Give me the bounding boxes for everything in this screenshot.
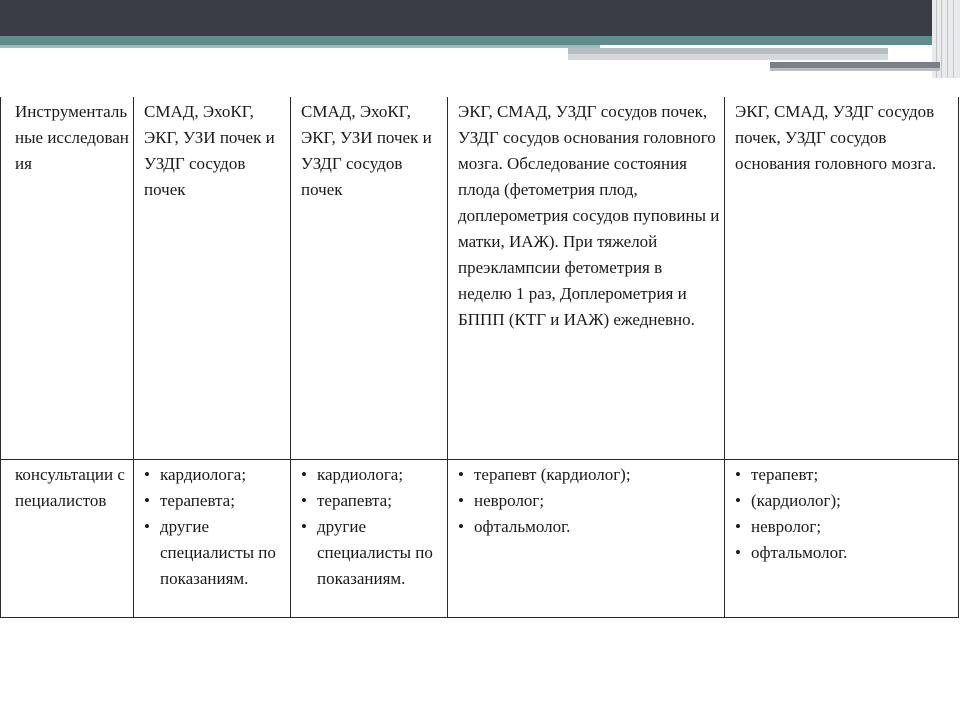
table-cell [725, 459, 959, 617]
table-cell [134, 459, 291, 617]
list-item: • кардиолога; [301, 462, 443, 488]
exam-table [0, 97, 959, 618]
header-deco-bar-2 [568, 54, 888, 60]
header-vline-4 [953, 0, 954, 78]
list-item: • терапевта; [144, 488, 286, 514]
table-cell [448, 459, 725, 617]
header-teal-light-band [0, 45, 600, 48]
table-cell: ЭКГ, СМАД, УЗДГ сосудов почек, УЗДГ сосудов основания головного мозга. [725, 97, 959, 459]
table-cell: СМАД, ЭхоКГ, ЭКГ, УЗИ почек и УЗДГ сосудов почек [291, 97, 448, 459]
list-item: • терапевт; [735, 462, 954, 488]
header-deco-bar-4 [770, 68, 940, 71]
list-item: • терапевта; [301, 488, 443, 514]
table-row-consultations [1, 459, 959, 617]
list-item: • офтальмолог. [458, 514, 720, 540]
table-row-instrumental [1, 97, 959, 459]
header-vline-2 [941, 0, 942, 78]
list-item: • другие специалисты по показаниям. [301, 514, 443, 592]
bullet-list [458, 462, 720, 540]
bullet-list [735, 462, 954, 566]
row-header-instrumental: Инструментальные исследования [1, 97, 134, 459]
table-cell: СМАД, ЭхоКГ, ЭКГ, УЗИ почек и УЗДГ сосудов почек [134, 97, 291, 459]
list-item: • (кардиолог); [735, 488, 954, 514]
header-dark-band [0, 0, 932, 36]
row-header-consultations: консультации специалистов [1, 459, 134, 617]
bullet-list [144, 462, 286, 592]
bullet-list [301, 462, 443, 592]
list-item: • другие специалисты по показаниям. [144, 514, 286, 592]
list-item: • офтальмолог. [735, 540, 954, 566]
list-item: • кардиолога; [144, 462, 286, 488]
header-vline-3 [947, 0, 948, 78]
header-teal-band [0, 36, 932, 45]
list-item: • невролог; [735, 514, 954, 540]
list-item: • невролог; [458, 488, 720, 514]
table-cell [291, 459, 448, 617]
list-item: • терапевт (кардиолог); [458, 462, 720, 488]
table-cell: ЭКГ, СМАД, УЗДГ сосудов почек, УЗДГ сосудов основания головного мозга. Обследование состояния плода (фетометрия плод, доплерометрия сосудов пуповины и матки, ИАЖ). При тяжелой преэклампсии фетометрия в неделю 1 раз, Доплерометрия и БППП (КТГ и ИАЖ) ежедневно. [448, 97, 725, 459]
